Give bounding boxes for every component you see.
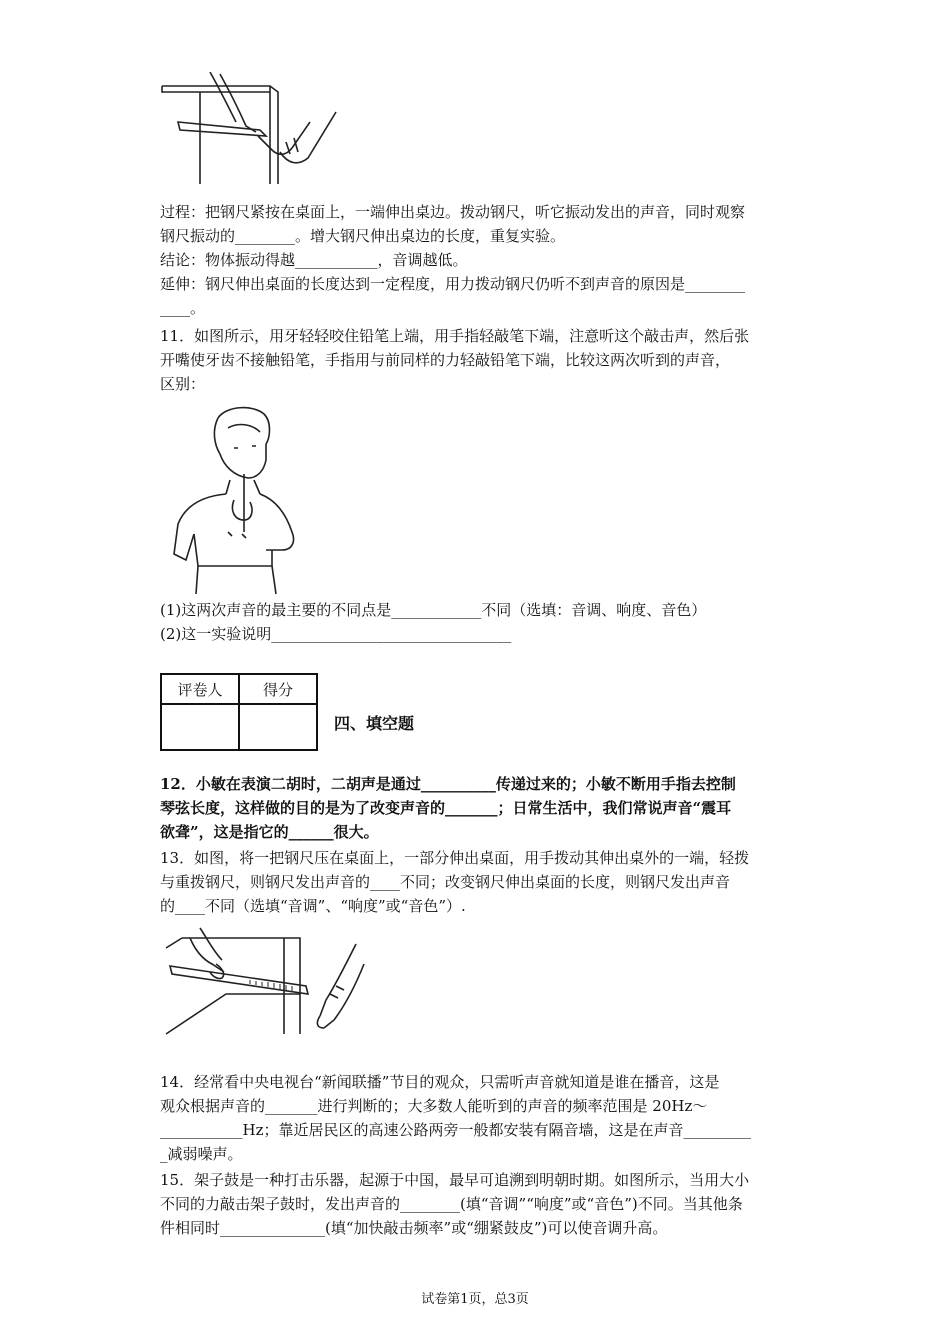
- ruler-on-desk-figure: [160, 72, 340, 188]
- page-footer: 试卷第1页，总3页: [421, 1292, 529, 1307]
- q13-line1: 13．如图，将一把钢尺压在桌面上，一部分伸出桌面，用手拨动其伸出桌外的一端，轻拨: [160, 849, 750, 867]
- q14-line1: 14．经常看中央电视台“新闻联播”节目的观众，只需听声音就知道是谁在播音，这是: [160, 1073, 720, 1091]
- q11-line3: 区别：: [160, 375, 206, 393]
- score-table-header-grader: 评卷人: [161, 674, 239, 704]
- boy-biting-pencil-figure: [168, 404, 308, 596]
- q15-line2: 不同的力敲击架子鼓时，发出声音的________(填“音调”“响度”或“音色”)不同。当其他条: [160, 1195, 743, 1213]
- q14-line3: ___________Hz；靠近居民区的高速公路两旁一般都安装有隔音墙，这是在声音_________: [160, 1121, 751, 1139]
- q10-extension-line2: ____。: [160, 299, 206, 317]
- q11-line2: 开嘴使牙齿不接触铅笔，手指用与前同样的力轻敲铅笔下端，比较这两次听到的声音，: [160, 351, 731, 369]
- ruler-pressed-desk-figure: [160, 924, 368, 1040]
- q15-line3: 件相同时______________(填“加快敲击频率”或“绷紧鼓皮”)可以使音调升高。: [160, 1219, 668, 1237]
- q12-line2: 琴弦长度，这样做的目的是为了改变声音的_______；日常生活中，我们常说声音“震耳: [160, 799, 732, 817]
- score-table-header-score: 得分: [239, 674, 317, 704]
- q12-line1: 12．小敏在表演二胡时，二胡声是通过__________传递过来的；小敏不断用手指去控制: [160, 775, 736, 793]
- q15-line1: 15．架子鼓是一种打击乐器，起源于中国，最早可追溯到明朝时期。如图所示，当用大小: [160, 1171, 750, 1189]
- score-cell: [239, 704, 317, 750]
- q11-sub2: (2)这一实验说明________________________________: [160, 625, 512, 643]
- q10-extension-line1: 延伸：钢尺伸出桌面的长度达到一定程度，用力拨动钢尺仍听不到声音的原因是________: [160, 275, 746, 293]
- grader-cell: [161, 704, 239, 750]
- q11-sub1: (1)这两次声音的最主要的不同点是____________不同（选填：音调、响度、音色）: [160, 601, 707, 619]
- q12-line3: 欲聋”，这是指它的______很大。: [160, 823, 379, 841]
- q11-line1: 11．如图所示，用牙轻轻咬住铅笔上端，用手指轻敲笔下端，注意听这个敲击声，然后张: [160, 327, 750, 345]
- q10-process-line2: 钢尺振动的________。增大钢尺伸出桌边的长度，重复实验。: [160, 227, 566, 245]
- q14-line4: _减弱噪声。: [160, 1145, 243, 1163]
- q13-line2: 与重拨钢尺，则钢尺发出声音的____不同；改变钢尺伸出桌面的长度，则钢尺发出声音: [160, 873, 731, 891]
- q14-line2: 观众根据声音的_______进行判断的；大多数人能听到的声音的频率范围是 20Hz～: [160, 1097, 708, 1115]
- q10-process-line1: 过程：把钢尺紧按在桌面上，一端伸出桌边。拨动钢尺，听它振动发出的声音，同时观察: [160, 203, 746, 221]
- q10-conclusion: 结论：物体振动得越___________，音调越低。: [160, 251, 468, 269]
- q13-line3: 的____不同（选填“音调”、“响度”或“音色”）.: [160, 897, 466, 915]
- score-table: [160, 673, 318, 751]
- section-title: 四、填空题: [334, 714, 415, 733]
